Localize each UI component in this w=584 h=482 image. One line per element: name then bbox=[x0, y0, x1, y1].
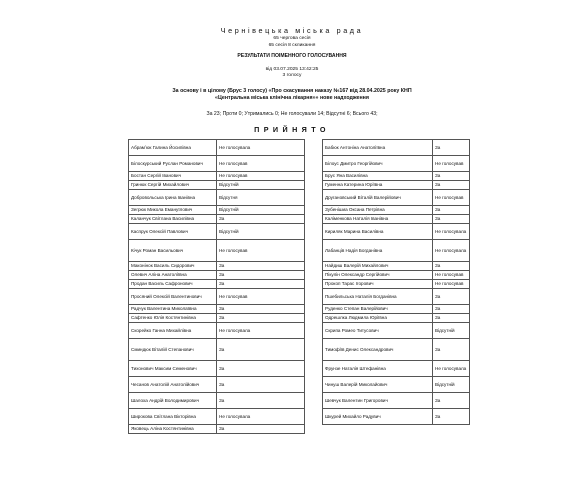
deputy-name: Білоскурський Руслан Романович bbox=[129, 156, 217, 172]
deputy-vote-row bbox=[129, 377, 305, 393]
deputy-vote: Не голосував bbox=[433, 280, 470, 289]
deputy-vote-row bbox=[129, 240, 305, 262]
deputy-vote-row bbox=[323, 305, 470, 314]
deputy-vote-row bbox=[323, 339, 470, 361]
deputy-name: Кириляк Марина Василівна bbox=[323, 224, 433, 240]
deputy-name: Радчук Валентина Миколаївна bbox=[129, 305, 217, 314]
deputy-vote-row bbox=[129, 339, 305, 361]
deputy-name: Сафтенко Юлія Костянтинівна bbox=[129, 314, 217, 323]
deputy-vote: За bbox=[217, 280, 305, 289]
deputy-vote-row bbox=[129, 425, 305, 434]
deputy-name: Кічук Роман Васильович bbox=[129, 240, 217, 262]
deputy-vote-row bbox=[129, 361, 305, 377]
deputy-vote: За bbox=[217, 361, 305, 377]
deputy-vote: За bbox=[433, 409, 470, 425]
motion-text-line1: За основу і в цілому (Брус 3 голосу) «Про скасування наказу №167 від 28.04.2025 року КНП bbox=[172, 88, 412, 94]
deputy-vote-row bbox=[323, 240, 470, 262]
deputy-name: Чесанов Анатолій Анатолійович bbox=[129, 377, 217, 393]
deputy-name: Другановський Віталій Валерійович bbox=[323, 190, 433, 206]
results-title: РЕЗУЛЬТАТИ ПОІМЕННОГО ГОЛОСУВАННЯ bbox=[237, 53, 347, 59]
deputy-vote: Не голосував bbox=[217, 172, 305, 181]
deputy-vote-row bbox=[323, 393, 470, 409]
deputy-vote: За bbox=[433, 181, 470, 190]
deputy-vote: Відсутній bbox=[217, 181, 305, 190]
deputy-vote-row bbox=[323, 361, 470, 377]
deputy-vote-row bbox=[323, 156, 470, 172]
deputy-vote: Не голосував bbox=[217, 289, 305, 305]
deputy-vote-row bbox=[323, 280, 470, 289]
deputy-vote-row bbox=[323, 314, 470, 323]
deputy-name: Шалоха Андрій Володимирович bbox=[129, 393, 217, 409]
deputy-name: Абрамʼюк Галина Йосипівна bbox=[129, 140, 217, 156]
deputy-name: Пікулін Олександр Сергійович bbox=[323, 271, 433, 280]
deputy-name: Маконінок Василь Сидорович bbox=[129, 262, 217, 271]
deputy-vote-row bbox=[323, 377, 470, 393]
right-vote-table bbox=[322, 139, 470, 425]
deputy-vote: Не голосував bbox=[433, 271, 470, 280]
deputy-vote-row bbox=[323, 224, 470, 240]
deputy-name: Гуменна Катерина Юріївна bbox=[323, 181, 433, 190]
deputy-vote-row bbox=[323, 206, 470, 215]
motion-text-line2: «Центральна міська клінічна лікарня»» нове надходження bbox=[215, 95, 369, 101]
deputy-vote: За bbox=[217, 314, 305, 323]
deputy-name: Сминдюк Віталій Степанович bbox=[129, 339, 217, 361]
vote-round: 3 голосу bbox=[282, 73, 302, 78]
deputy-vote-row bbox=[129, 409, 305, 425]
deputy-vote-row bbox=[129, 262, 305, 271]
deputy-name: Прокоп Тарас Ігорович bbox=[323, 280, 433, 289]
deputy-name: Шевчук Валентин Григорович bbox=[323, 393, 433, 409]
deputy-vote-row bbox=[129, 206, 305, 215]
deputy-vote: За bbox=[433, 314, 470, 323]
deputy-vote-row bbox=[323, 271, 470, 280]
deputy-name: Каланчук Світлана Василівна bbox=[129, 215, 217, 224]
deputy-vote: За bbox=[433, 140, 470, 156]
deputy-name: Лабанців Надія Богданівна bbox=[323, 240, 433, 262]
deputy-vote-row bbox=[129, 323, 305, 339]
deputy-vote-row bbox=[323, 409, 470, 425]
deputy-name: Скрипа Ромео Титусович bbox=[323, 323, 433, 339]
deputy-vote-row bbox=[129, 289, 305, 305]
deputy-name: Шкурей Михайло Радувич bbox=[323, 409, 433, 425]
deputy-vote: Відсутня bbox=[217, 190, 305, 206]
deputy-vote: За bbox=[217, 262, 305, 271]
deputy-name: Бостан Сергій Іванович bbox=[129, 172, 217, 181]
right-vote-rows bbox=[323, 140, 470, 425]
deputy-vote-row bbox=[129, 215, 305, 224]
deputy-vote: Не голосував bbox=[433, 156, 470, 172]
deputy-vote: Не голосував bbox=[217, 156, 305, 172]
deputy-name: Скорейко Ганна Михайлівна bbox=[129, 323, 217, 339]
deputy-name: Продан Василь Сафронович bbox=[129, 280, 217, 289]
deputy-name: Просяний Олексій Валентинович bbox=[129, 289, 217, 305]
deputy-vote: Не голосувала bbox=[433, 224, 470, 240]
deputy-vote-row bbox=[323, 140, 470, 156]
deputy-vote: За bbox=[433, 339, 470, 361]
deputy-vote-row bbox=[323, 172, 470, 181]
decision-result: ПРИЙНЯТО bbox=[254, 125, 330, 134]
deputy-vote-row bbox=[129, 181, 305, 190]
deputy-name: Тимофіїв Денис Олександрович bbox=[323, 339, 433, 361]
deputy-name: Фрунзе Наталія Штефанівна bbox=[323, 361, 433, 377]
deputy-vote: За bbox=[433, 262, 470, 271]
deputy-vote-row bbox=[129, 314, 305, 323]
deputy-vote: За bbox=[433, 393, 470, 409]
convocation-line: 65 сесія 8 скликання bbox=[268, 43, 316, 48]
deputy-vote-row bbox=[129, 190, 305, 206]
deputy-vote: За bbox=[217, 305, 305, 314]
deputy-vote: За bbox=[433, 305, 470, 314]
deputy-name: Білоус Дмитро Георгійович bbox=[323, 156, 433, 172]
deputy-name: Брус Яна Василівна bbox=[323, 172, 433, 181]
deputy-vote: За bbox=[217, 377, 305, 393]
deputy-vote: За bbox=[433, 215, 470, 224]
deputy-vote: Не голосувала bbox=[217, 409, 305, 425]
deputy-vote: Не голосувала bbox=[217, 140, 305, 156]
deputy-name: Зегрюк Микола Емануїлович bbox=[129, 206, 217, 215]
vote-tally: За 23; Проти 0; Утримались 0; Не голосували 14; Відсутні 6; Всього 43; bbox=[206, 111, 378, 117]
deputy-name: Одрешлка Людмила Юріївна bbox=[323, 314, 433, 323]
deputy-name: Руденко Степан Валерійович bbox=[323, 305, 433, 314]
left-vote-table bbox=[128, 139, 305, 434]
deputy-name: Чинуш Валерій Миколайович bbox=[323, 377, 433, 393]
deputy-vote-row bbox=[129, 280, 305, 289]
deputy-vote: За bbox=[433, 206, 470, 215]
session-line: 65 чергова сесія bbox=[273, 36, 311, 41]
deputy-vote: Не голосувала bbox=[217, 323, 305, 339]
deputy-name: Бабюк Антоніна Анатоліївна bbox=[323, 140, 433, 156]
deputy-name: Тихонович Максим Семенович bbox=[129, 361, 217, 377]
vote-date: від 03.07.2025 13:42:25 bbox=[265, 67, 319, 72]
deputy-vote: Не голосував bbox=[217, 240, 305, 262]
deputy-vote-row bbox=[129, 156, 305, 172]
deputy-name: Найдиш Валерій Михайлович bbox=[323, 262, 433, 271]
deputy-vote-row bbox=[129, 172, 305, 181]
deputy-name: Широкова Світлана Вікторівна bbox=[129, 409, 217, 425]
deputy-vote-row bbox=[323, 262, 470, 271]
deputy-name: Каспрук Олексій Павлович bbox=[129, 224, 217, 240]
deputy-name: Олевич Аліна Анатоліївна bbox=[129, 271, 217, 280]
deputy-vote: Відсутній bbox=[433, 323, 470, 339]
deputy-vote: За bbox=[433, 172, 470, 181]
deputy-name: Добровольська Ірина Іванівна bbox=[129, 190, 217, 206]
left-vote-rows bbox=[129, 140, 305, 434]
deputy-name: Каліменкова Наталія Іванівна bbox=[323, 215, 433, 224]
deputy-vote: За bbox=[217, 425, 305, 434]
deputy-vote: Відсутній bbox=[433, 377, 470, 393]
deputy-vote: За bbox=[433, 289, 470, 305]
deputy-vote-row bbox=[129, 224, 305, 240]
deputy-name: Пшебильська Наталія Богданівна bbox=[323, 289, 433, 305]
deputy-vote: Відсутній bbox=[217, 224, 305, 240]
deputy-vote-row bbox=[129, 140, 305, 156]
deputy-vote-row bbox=[129, 271, 305, 280]
deputy-vote: За bbox=[217, 339, 305, 361]
deputy-vote-row bbox=[323, 215, 470, 224]
deputy-vote-row bbox=[129, 393, 305, 409]
deputy-vote: За bbox=[217, 271, 305, 280]
deputy-vote-row bbox=[323, 323, 470, 339]
deputy-vote: За bbox=[217, 215, 305, 224]
deputy-vote-row bbox=[323, 190, 470, 206]
deputy-name: Зубенішиа Оксана Петрівна bbox=[323, 206, 433, 215]
deputy-vote-row bbox=[323, 181, 470, 190]
deputy-vote: Не голосував bbox=[433, 190, 470, 206]
deputy-vote: Не голосувала bbox=[433, 361, 470, 377]
deputy-vote-row bbox=[129, 305, 305, 314]
council-title: Чернівецька міська рада bbox=[220, 26, 364, 35]
deputy-name: Гринюк Сергій Михайлович bbox=[129, 181, 217, 190]
deputy-vote: За bbox=[217, 393, 305, 409]
deputy-vote-row bbox=[323, 289, 470, 305]
deputy-vote: Не голосувала bbox=[433, 240, 470, 262]
deputy-name: Яковець Аліна Костянтинівна bbox=[129, 425, 217, 434]
deputy-vote: Відсутній bbox=[217, 206, 305, 215]
